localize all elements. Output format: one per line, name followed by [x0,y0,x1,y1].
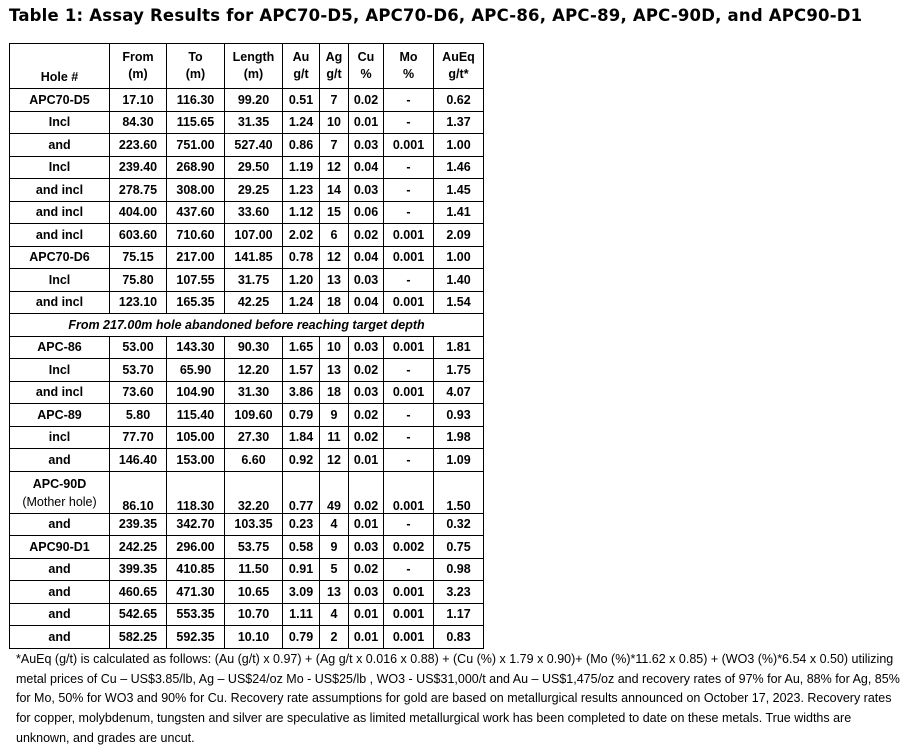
value-cell: 527.40 [225,134,283,157]
value-cell: 1.23 [283,179,320,202]
value-cell: 404.00 [110,201,167,224]
value-cell: 7 [320,134,349,157]
value-cell: 437.60 [167,201,225,224]
value-cell: 0.001 [384,246,434,269]
value-cell: 0.91 [283,558,320,581]
value-cell: 0.02 [349,89,384,112]
value-cell: 0.001 [384,381,434,404]
value-cell: 217.00 [167,246,225,269]
table-row [10,269,484,292]
value-cell: 342.70 [167,513,225,536]
header-line1: Cu [357,50,375,64]
header-row [10,44,484,89]
value-cell: 6.60 [225,449,283,472]
value-cell: 49 [320,471,349,513]
value-cell: 0.03 [349,134,384,157]
hole-cell: Incl [10,269,110,292]
value-cell: 0.002 [384,536,434,559]
hole-cell: and [10,449,110,472]
value-cell: 223.60 [110,134,167,157]
value-cell: 278.75 [110,179,167,202]
hole-cell: APC90-D1 [10,536,110,559]
value-cell: 5.80 [110,404,167,427]
value-cell: 0.03 [349,381,384,404]
value-cell: 14 [320,179,349,202]
value-cell: 0.02 [349,426,384,449]
value-cell: 1.75 [434,359,484,382]
header-col-6 [349,44,384,89]
value-cell: - [384,111,434,134]
value-cell: 0.001 [384,134,434,157]
hole-cell: and [10,513,110,536]
hole-cell: APC70-D5 [10,89,110,112]
value-cell: 53.00 [110,336,167,359]
table-row [10,558,484,581]
value-cell: 0.79 [283,626,320,649]
abandon-note: From 217.00m hole abandoned before reaching target depth [10,314,484,337]
note-row [10,314,484,337]
value-cell: 1.98 [434,426,484,449]
hole-cell: APC70-D6 [10,246,110,269]
hole-cell: Incl [10,359,110,382]
value-cell: 0.04 [349,291,384,314]
value-cell: 10.70 [225,603,283,626]
table-row [10,471,484,513]
value-cell: - [384,426,434,449]
value-cell: 0.02 [349,404,384,427]
table-row [10,404,484,427]
hole-cell: Incl [10,156,110,179]
value-cell: 242.25 [110,536,167,559]
value-cell: 1.24 [283,111,320,134]
table-row [10,359,484,382]
table-row [10,603,484,626]
table-row [10,179,484,202]
value-cell: 0.001 [384,471,434,513]
value-cell: 141.85 [225,246,283,269]
value-cell: 1.54 [434,291,484,314]
value-cell: 9 [320,536,349,559]
value-cell: 460.65 [110,581,167,604]
header-col-5 [320,44,349,89]
hole-cell: Incl [10,111,110,134]
value-cell: 103.35 [225,513,283,536]
value-cell: 18 [320,381,349,404]
value-cell: 2.02 [283,224,320,247]
value-cell: 553.35 [167,603,225,626]
value-cell: 0.01 [349,626,384,649]
hole-cell: and [10,603,110,626]
value-cell: 0.83 [434,626,484,649]
hole-cell: and [10,581,110,604]
value-cell: - [384,179,434,202]
value-cell: 123.10 [110,291,167,314]
value-cell: 13 [320,269,349,292]
value-cell: 15 [320,201,349,224]
value-cell: 153.00 [167,449,225,472]
table-row [10,426,484,449]
value-cell: 542.65 [110,603,167,626]
table-row [10,626,484,649]
header-col-3 [225,44,283,89]
hole-cell: and [10,626,110,649]
value-cell: 0.23 [283,513,320,536]
table-row [10,291,484,314]
value-cell: 10.65 [225,581,283,604]
value-cell: 31.75 [225,269,283,292]
value-cell: 1.00 [434,246,484,269]
table-row [10,201,484,224]
header-col-2 [167,44,225,89]
hole-cell: APC-89 [10,404,110,427]
value-cell: 105.00 [167,426,225,449]
value-cell: 1.57 [283,359,320,382]
header-line1: To [188,50,203,64]
value-cell: 31.30 [225,381,283,404]
assay-results-table [9,43,484,649]
value-cell: 12 [320,449,349,472]
header-line1: Au [292,50,310,64]
value-cell: 107.00 [225,224,283,247]
value-cell: 0.001 [384,291,434,314]
value-cell: 32.20 [225,471,283,513]
value-cell: 99.20 [225,89,283,112]
value-cell: 75.15 [110,246,167,269]
value-cell: - [384,156,434,179]
value-cell: 0.98 [434,558,484,581]
header-line1: Mo [399,50,418,64]
value-cell: 6 [320,224,349,247]
header-line2: (m) [128,67,148,81]
value-cell: 0.77 [283,471,320,513]
value-cell: 4 [320,513,349,536]
value-cell: 115.65 [167,111,225,134]
value-cell: 1.46 [434,156,484,179]
value-cell: 115.40 [167,404,225,427]
value-cell: 592.35 [167,626,225,649]
value-cell: 0.51 [283,89,320,112]
value-cell: 90.30 [225,336,283,359]
header-line1: AuEq [442,50,475,64]
value-cell: 0.32 [434,513,484,536]
header-line1: Length [232,50,275,64]
value-cell: 1.37 [434,111,484,134]
hole-id: APC-90D [32,476,87,491]
value-cell: - [384,404,434,427]
value-cell: 582.25 [110,626,167,649]
value-cell: 84.30 [110,111,167,134]
header-hole [10,44,110,89]
value-cell: - [384,201,434,224]
table-row [10,449,484,472]
value-cell: 1.24 [283,291,320,314]
value-cell: 65.90 [167,359,225,382]
value-cell: 1.12 [283,201,320,224]
value-cell: 1.19 [283,156,320,179]
footnote [16,650,906,749]
header-line2: % [402,67,415,81]
header-line2: Hole # [40,70,79,84]
value-cell: - [384,513,434,536]
value-cell: - [384,558,434,581]
value-cell: 268.90 [167,156,225,179]
value-cell: 410.85 [167,558,225,581]
value-cell: 0.03 [349,336,384,359]
value-cell: - [384,359,434,382]
value-cell: 9 [320,404,349,427]
value-cell: 4.07 [434,381,484,404]
value-cell: 239.40 [110,156,167,179]
value-cell: 73.60 [110,381,167,404]
value-cell: 53.75 [225,536,283,559]
value-cell: - [384,89,434,112]
value-cell: 116.30 [167,89,225,112]
table-row [10,134,484,157]
value-cell: 0.06 [349,201,384,224]
value-cell: 1.50 [434,471,484,513]
value-cell: 1.45 [434,179,484,202]
header-line1: Ag [325,50,343,64]
value-cell: 10 [320,111,349,134]
value-cell: - [384,269,434,292]
value-cell: 1.65 [283,336,320,359]
hole-cell: and incl [10,381,110,404]
hole-subnote: (Mother hole) [22,494,97,509]
value-cell: - [384,449,434,472]
value-cell: 0.01 [349,449,384,472]
value-cell: 11 [320,426,349,449]
value-cell: 1.84 [283,426,320,449]
value-cell: 239.35 [110,513,167,536]
header-line2: % [360,67,372,81]
value-cell: 2 [320,626,349,649]
header-line2: g/t* [448,67,469,81]
value-cell: 1.20 [283,269,320,292]
value-cell: 75.80 [110,269,167,292]
value-cell: 0.04 [349,156,384,179]
value-cell: 5 [320,558,349,581]
value-cell: 165.35 [167,291,225,314]
value-cell: 0.03 [349,536,384,559]
header-line2: g/t [326,67,342,81]
value-cell: 29.50 [225,156,283,179]
table-body [10,89,484,649]
value-cell: 0.02 [349,471,384,513]
value-cell: 27.30 [225,426,283,449]
value-cell: 0.02 [349,359,384,382]
hole-cell: and incl [10,291,110,314]
value-cell: 0.01 [349,603,384,626]
value-cell: 3.23 [434,581,484,604]
value-cell: 1.11 [283,603,320,626]
value-cell: 86.10 [110,471,167,513]
value-cell: 1.41 [434,201,484,224]
value-cell: 399.35 [110,558,167,581]
hole-cell: and incl [10,224,110,247]
table-row [10,224,484,247]
hole-cell: and [10,134,110,157]
hole-cell: and incl [10,179,110,202]
table-row [10,89,484,112]
table-row [10,246,484,269]
value-cell: 104.90 [167,381,225,404]
hole-cell: and incl [10,201,110,224]
value-cell: 0.79 [283,404,320,427]
value-cell: 751.00 [167,134,225,157]
value-cell: 0.001 [384,581,434,604]
hole-cell: and [10,558,110,581]
value-cell: 0.02 [349,558,384,581]
value-cell: 0.92 [283,449,320,472]
value-cell: 42.25 [225,291,283,314]
value-cell: 12 [320,246,349,269]
value-cell: 308.00 [167,179,225,202]
value-cell: 0.58 [283,536,320,559]
value-cell: 0.86 [283,134,320,157]
value-cell: 10.10 [225,626,283,649]
table-row [10,381,484,404]
value-cell: 11.50 [225,558,283,581]
value-cell: 0.78 [283,246,320,269]
value-cell: 603.60 [110,224,167,247]
hole-cell: APC-86 [10,336,110,359]
table-row [10,336,484,359]
value-cell: 4 [320,603,349,626]
value-cell: 29.25 [225,179,283,202]
header-line2: (m) [185,67,206,81]
value-cell: 31.35 [225,111,283,134]
table-row [10,111,484,134]
header-col-8 [434,44,484,89]
value-cell: 13 [320,581,349,604]
value-cell: 0.001 [384,603,434,626]
value-cell: 0.001 [384,224,434,247]
value-cell: 0.03 [349,179,384,202]
value-cell: 1.09 [434,449,484,472]
header-col-7 [384,44,434,89]
value-cell: 0.93 [434,404,484,427]
value-cell: 7 [320,89,349,112]
value-cell: 0.62 [434,89,484,112]
value-cell: 0.01 [349,513,384,536]
header-line2: (m) [243,67,264,81]
value-cell: 146.40 [110,449,167,472]
header-line2: g/t [293,67,309,81]
value-cell: 107.55 [167,269,225,292]
value-cell: 0.04 [349,246,384,269]
value-cell: 1.40 [434,269,484,292]
value-cell: 118.30 [167,471,225,513]
value-cell: 77.70 [110,426,167,449]
value-cell: 1.81 [434,336,484,359]
value-cell: 0.02 [349,224,384,247]
value-cell: 12.20 [225,359,283,382]
value-cell: 10 [320,336,349,359]
table-row [10,581,484,604]
hole-cell: incl [10,426,110,449]
value-cell: 0.75 [434,536,484,559]
value-cell: 0.01 [349,111,384,134]
value-cell: 17.10 [110,89,167,112]
value-cell: 0.001 [384,336,434,359]
value-cell: 12 [320,156,349,179]
value-cell: 13 [320,359,349,382]
table-title: Table 1: Assay Results for APC70-D5, APC70-D6, APC-86, APC-89, APC-90D, and APC90-D1 [9,6,863,25]
footnote-text: *AuEq (g/t) is calculated as follows: (Au (g/t) x 0.97) + (Ag g/t x 0.016 x 0.88) + (Cu (%) x 1.79 x 0.90)+ (Mo (%)*11.62 x 0.85) + (WO3 (%)*6.54 x 0.50) utilizing metal prices of Cu – US$3.85/lb, Ag – US$24/oz Mo - US$25/lb , WO3 - US$31,000/t and Au – US$1,475/oz and recovery rates of 97% for Au, 88% for Ag, 85% for Mo, 50% for WO3 and 90% for Cu. Recovery rate assumptions for gold are based on metallurgical results announced on October 17, 2023. Recovery rates for copper, molybdenum, tungsten and silver are speculative as limited metallurgical work has been completed to date on these metals. True widths are unknown, and grades are uncut. [16,652,900,745]
value-cell: 3.09 [283,581,320,604]
value-cell: 0.03 [349,269,384,292]
value-cell: 143.30 [167,336,225,359]
header-col-1 [110,44,167,89]
value-cell: 18 [320,291,349,314]
table-row [10,513,484,536]
table-row [10,536,484,559]
table-row [10,156,484,179]
value-cell: 710.60 [167,224,225,247]
header-line1: From [122,50,154,64]
value-cell: 1.00 [434,134,484,157]
value-cell: 33.60 [225,201,283,224]
value-cell: 1.17 [434,603,484,626]
value-cell: 0.001 [384,626,434,649]
header-col-4 [283,44,320,89]
value-cell: 2.09 [434,224,484,247]
value-cell: 53.70 [110,359,167,382]
value-cell: 471.30 [167,581,225,604]
hole-cell [10,471,110,513]
value-cell: 109.60 [225,404,283,427]
value-cell: 296.00 [167,536,225,559]
value-cell: 3.86 [283,381,320,404]
value-cell: 0.03 [349,581,384,604]
